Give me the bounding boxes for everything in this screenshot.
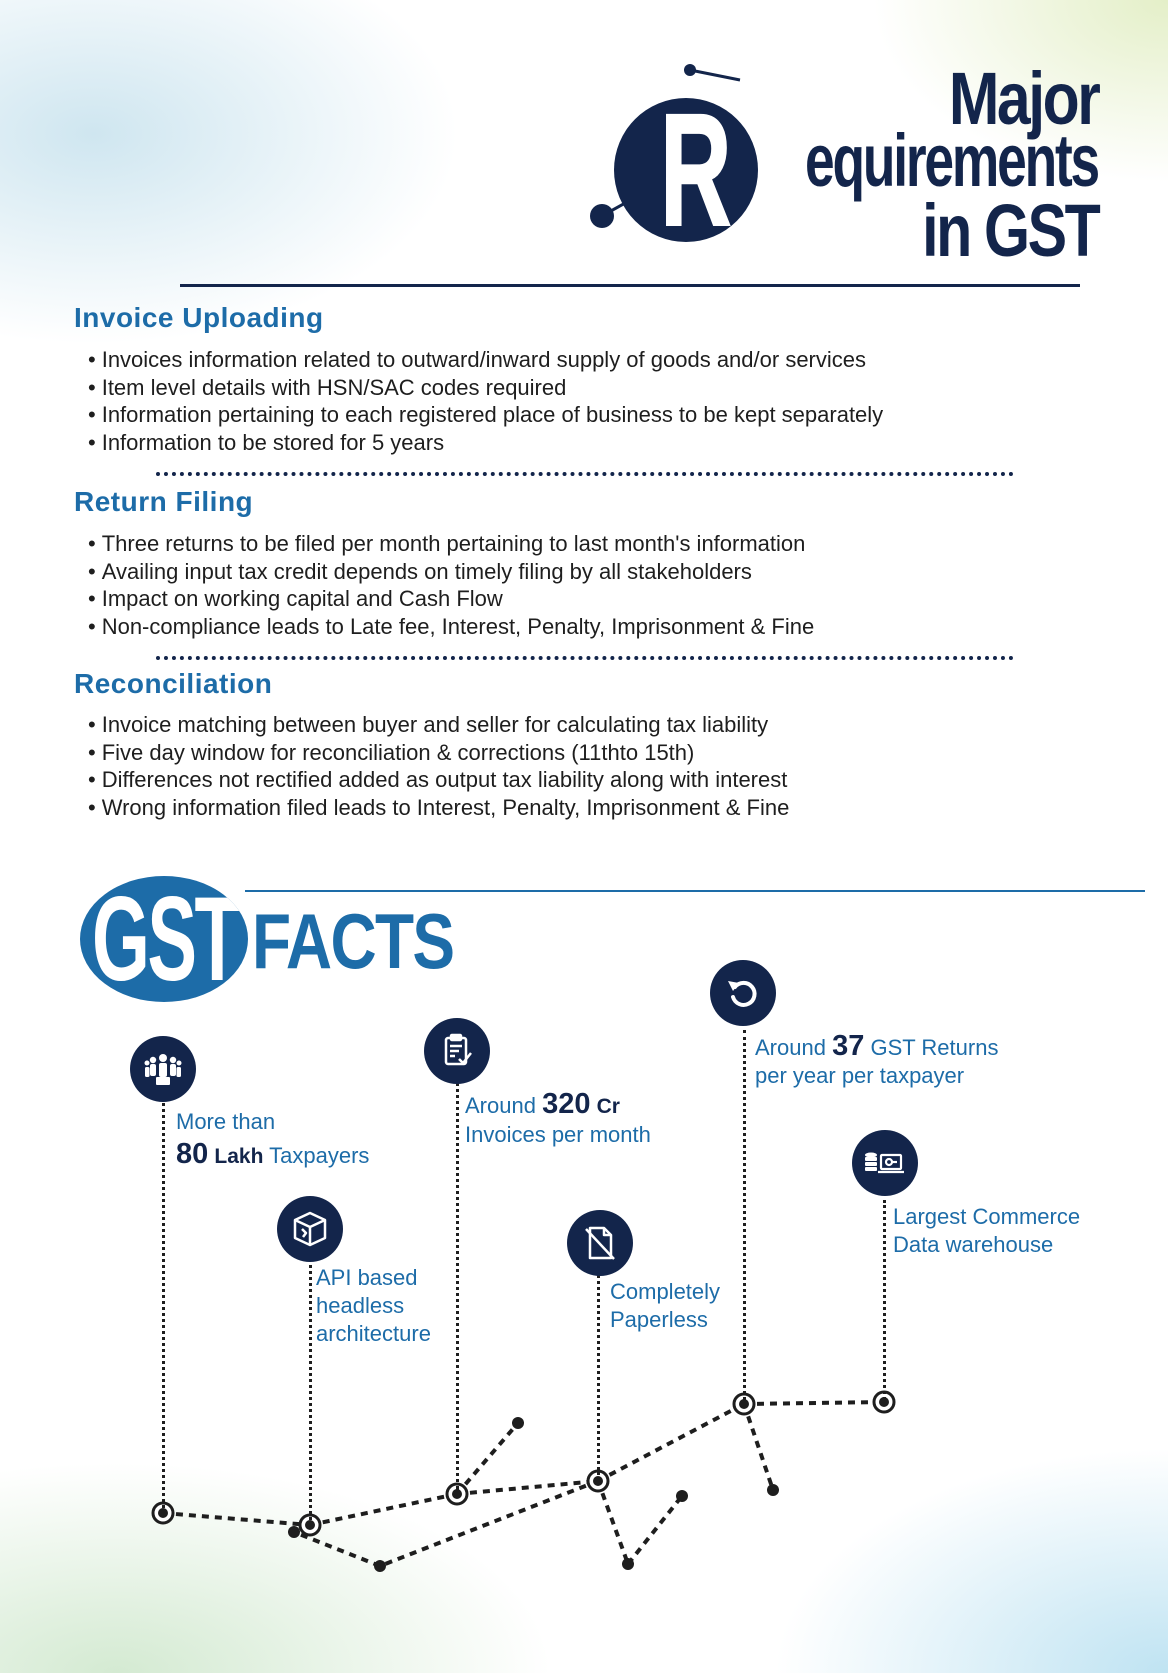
- fact-invoices-prefix: Around: [465, 1093, 536, 1118]
- fact-returns-suffix: GST Returns: [870, 1035, 999, 1060]
- people-group-icon: [130, 1036, 196, 1102]
- section-title-return-filing: Return Filing: [74, 486, 254, 517]
- gst-logo-badge: [80, 876, 248, 1002]
- connector-line: [883, 1200, 886, 1400]
- cube-box-icon: [277, 1196, 343, 1262]
- gst-logo-text: GST: [92, 876, 238, 1002]
- fact-warehouse-line1: Largest Commerce: [893, 1204, 1081, 1229]
- dotted-divider: [156, 472, 1014, 476]
- list-item: • Five day window for reconciliation & corrections (11thto 15th): [88, 739, 789, 767]
- section-title-invoice-uploading: Invoice Uploading: [74, 302, 324, 333]
- fact-taxpayers: [176, 1108, 369, 1171]
- reconciliation-list: [88, 711, 789, 821]
- list-item: • Impact on working capital and Cash Flow: [88, 585, 814, 613]
- fact-invoices-unit: Cr: [596, 1095, 620, 1118]
- fact-taxpayers-unit: Lakh: [214, 1145, 264, 1168]
- list-item: • Item level details with HSN/SAC codes required: [88, 374, 883, 402]
- return-filing-list: [88, 530, 814, 640]
- page-title: [668, 57, 1098, 290]
- fact-api-line3: architecture: [316, 1321, 431, 1346]
- connector-line: [743, 1030, 746, 1400]
- list-item: • Non-compliance leads to Late fee, Interest, Penalty, Imprisonment & Fine: [88, 613, 814, 641]
- fact-returns-prefix: Around: [755, 1035, 826, 1060]
- title-line-major: Major: [948, 57, 1098, 140]
- fact-invoices: [465, 1090, 651, 1149]
- connector-line: [162, 1098, 165, 1508]
- fact-api: [316, 1264, 431, 1348]
- refresh-arrow-icon: [710, 960, 776, 1026]
- clipboard-check-icon: [424, 1018, 490, 1084]
- database-laptop-icon: [852, 1130, 918, 1196]
- list-item: • Differences not rectified added as output tax liability along with interest: [88, 766, 789, 794]
- fact-taxpayers-number: 80: [176, 1138, 209, 1170]
- header-divider: [180, 284, 1080, 287]
- list-item: • Invoice matching between buyer and seller for calculating tax liability: [88, 711, 789, 739]
- connector-line: [456, 1070, 459, 1490]
- fact-network-graphic: [0, 1300, 1168, 1600]
- section-title-reconciliation: Reconciliation: [74, 668, 273, 699]
- list-item: • Wrong information filed leads to Interest, Penalty, Imprisonment & Fine: [88, 794, 789, 822]
- facts-heading: FACTS: [252, 897, 454, 985]
- connector-line: [597, 1270, 600, 1475]
- connector-line: [309, 1265, 312, 1520]
- fact-api-line1: API based: [316, 1265, 418, 1290]
- fact-invoices-line2: Invoices per month: [465, 1122, 651, 1147]
- fact-paperless-line1: Completely: [610, 1279, 721, 1304]
- list-item: • Invoices information related to outward/inward supply of goods and/or services: [88, 346, 883, 374]
- fact-invoices-number: 320: [542, 1088, 591, 1120]
- fact-warehouse: [893, 1203, 1080, 1259]
- list-item: • Availing input tax credit depends on timely filing by all stakeholders: [88, 558, 814, 586]
- fact-paperless-line2: Paperless: [610, 1307, 708, 1332]
- list-item: • Three returns to be filed per month pertaining to last month's information: [88, 530, 814, 558]
- title-line-requirements: equirements: [804, 119, 1098, 202]
- title-line-in-gst: in GST: [921, 189, 1098, 272]
- list-item: • Information to be stored for 5 years: [88, 429, 883, 457]
- fact-paperless: [610, 1278, 720, 1334]
- fact-returns-line2: per year per taxpayer: [755, 1063, 965, 1088]
- fact-api-line2: headless: [316, 1293, 405, 1318]
- title-initial-letter: R: [660, 80, 730, 259]
- dotted-divider: [156, 656, 1014, 660]
- fact-taxpayers-suffix: Taxpayers: [269, 1143, 370, 1168]
- facts-divider: [245, 890, 1145, 892]
- fact-warehouse-line2: Data warehouse: [893, 1232, 1054, 1257]
- fact-returns-number: 37: [832, 1030, 865, 1062]
- invoice-uploading-list: [88, 346, 883, 456]
- fact-taxpayers-prefix: More than: [176, 1109, 276, 1134]
- list-item: • Information pertaining to each registered place of business to be kept separately: [88, 401, 883, 429]
- no-paper-icon: [567, 1210, 633, 1276]
- fact-returns: [755, 1032, 998, 1090]
